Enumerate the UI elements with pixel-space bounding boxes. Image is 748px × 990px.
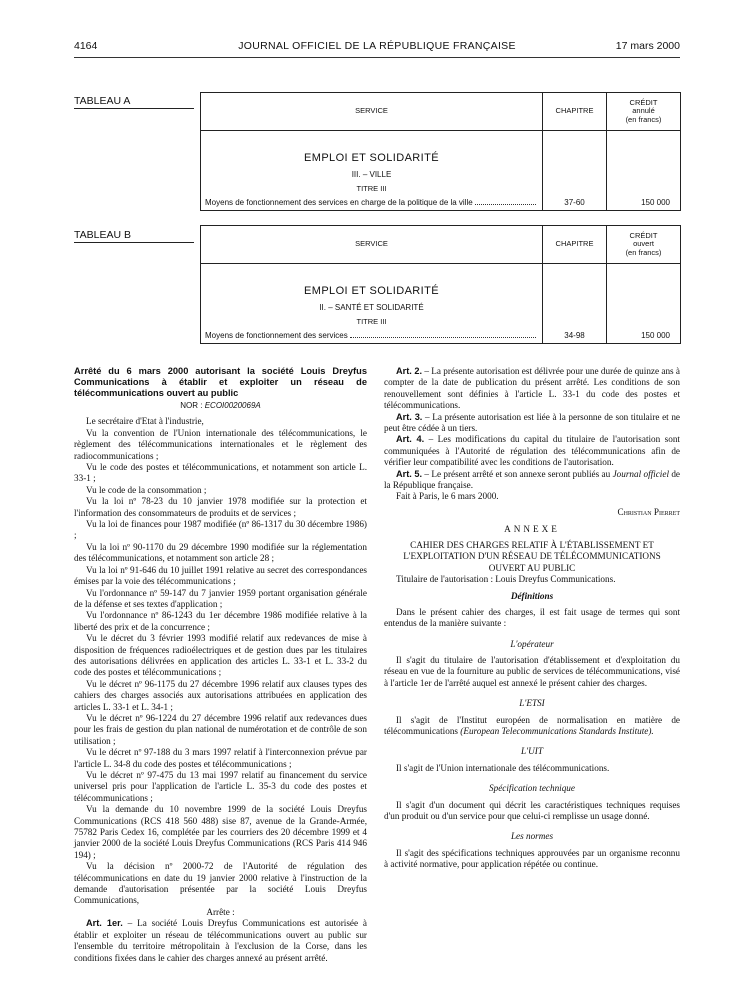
visa-paragraph: Vu la loi de finances pour 1987 modifiée (nº 86-1317 du 30 décembre 1986) ; [74, 519, 367, 541]
visa-paragraph: Vu le décret nº 97-475 du 13 mai 1997 relatif au financement du service universel pris pour l'application de l'article L. 35-3 du code des postes et télécommunications ; [74, 770, 367, 803]
col-service-header: SERVICE [201, 226, 543, 264]
titre-name: TITRE III [356, 317, 387, 326]
page-header [74, 40, 680, 54]
definitions-heading: Définitions [510, 591, 554, 602]
article-1: Art. 1er. – La société Louis Dreyfus Communications est autorisée à établir et exploiter un réseau de télécommunications ouvert au public sur l'ensemble du territoire métropolitain à l'exclusion de la Corse, dans les conditions fixées dans le cahier des charges annexé au présent arrêté. [74, 918, 367, 963]
etsi-text: Il s'agit de l'Institut européen de normalisation en matière de télécommunications (European Telecommunications Standards Institute). [384, 714, 680, 736]
annexe-heading: ANNEXE [504, 524, 560, 535]
visa-paragraph: Vu l'ordonnance nº 86-1243 du 1er décembre 1986 modifiée relative à la liberté des prix et de la concurrence ; [74, 610, 367, 632]
arrete-title: Arrêté du 6 mars 2000 autorisant la société Louis Dreyfus Communications à établir et exploiter un réseau de télécommunications ouvert au public [74, 366, 367, 398]
operateur-heading: L'opérateur [510, 638, 554, 649]
right-column [384, 366, 680, 871]
normes-text: Il s'agit des spécifications techniques approuvées par un organisme reconnu à activité normative, pour application répétée ou continue. [384, 847, 680, 870]
visa-paragraph: Vu le décret nº 96-1224 du 27 décembre 1996 relatif aux redevances dues pour les frais de gestion du plan national de numérotation et de contrôle de son utilisation ; [74, 712, 367, 746]
spec-text: Il s'agit d'un document qui décrit les caractéristiques techniques requises d'un produit ou d'un service pour que celui-ci remplisse un usage donné. [384, 799, 680, 821]
credit-value: 150 000 [607, 264, 681, 344]
normes-heading: Les normes [510, 831, 554, 842]
article-3: Art. 3. – La présente autorisation est liée à la personne de son titulaire et ne peut être cédée à un tiers. [384, 411, 680, 434]
visa-paragraph: Vu la demande du 10 novembre 1999 de la société Louis Dreyfus Communications (RCS 418 560 488) sise 87, avenue de la Grande-Armée, 75782 Paris Cedex 16, complétée par les courriers des 20 décembre 1999 et 4 janvier 2000 de la société Louis Dreyfus Communications (RCS Paris 414 946 194) ; [74, 804, 367, 860]
section-name: III. – VILLE [351, 170, 392, 179]
budget-line: Moyens de fonctionnement des services [201, 331, 542, 343]
left-column [74, 366, 367, 964]
visa-paragraph: Vu l'ordonnance nº 59-147 du 7 janvier 1959 portant organisation générale de la défense et ses textes d'application ; [74, 587, 367, 609]
nor-reference: NOR : ECOI0020069A [180, 401, 261, 410]
col-credit-header: CRÉDIT annulé (en francs) [607, 93, 681, 131]
definitions-intro: Dans le présent cahier des charges, il est fait usage de termes qui sont entendus de la manière suivante : [384, 606, 680, 629]
titulaire: Titulaire de l'autorisation : Louis Dreyfus Communications. [396, 573, 616, 584]
chapitre-value: 34-98 [543, 264, 607, 344]
visa-paragraph: Vu le décret nº 96-1175 du 27 décembre 1996 relatif aux clauses types des cahiers des charges associés aux autorisations attribuées en application des articles L. 33-1 et L. 34-1 ; [74, 678, 367, 712]
visa-paragraph: Vu la loi nº 91-646 du 10 juillet 1991 relative au secret des correspondances émises par la voie des télécommunications ; [74, 564, 367, 587]
col-service-header: SERVICE [201, 93, 543, 131]
titre-name: TITRE III [356, 184, 387, 193]
signature: Christian Pierret [617, 506, 680, 517]
col-credit-header: CRÉDIT ouvert (en francs) [607, 226, 681, 264]
page-number: 4164 [74, 40, 98, 52]
visa-paragraph: Vu la loi nº 78-23 du 10 janvier 1978 modifiée sur la protection et l'information des consommateurs de produits et de services ; [74, 496, 367, 518]
credit-value: 150 000 [607, 131, 681, 211]
article-4: Art. 4. – Les modifications du capital du titulaire de l'autorisation sont communiquées à l'Autorité de régulation des télécommunications afin de vérifier leur compatibilité avec les conditions de l'autorisation. [384, 434, 680, 468]
ministry-name: EMPLOI ET SOLIDARITÉ [304, 285, 439, 297]
col-chapitre-header: CHAPITRE [543, 226, 607, 264]
tableau-b-label: TABLEAU B [74, 229, 194, 243]
tableau-b [200, 225, 681, 344]
visa-paragraph: Vu le décret du 3 février 1993 modifié relatif aux redevances de mise à disposition de fréquences radioélectriques et de gestion dues par les titulaires des autorisations délivrées en application des articles L. 33-1 et L. 33-2 du code des postes et télécommunications ; [74, 633, 367, 678]
chapitre-value: 37-60 [543, 131, 607, 211]
section-name: II. – SANTÉ ET SOLIDARITÉ [319, 303, 424, 312]
arrete-word: Arrête : [206, 906, 235, 917]
article-5: Art. 5. – Le présent arrêté et son annexe seront publiés au Journal officiel de la République française. [384, 468, 681, 491]
publication-date: 17 mars 2000 [615, 40, 680, 52]
visa-paragraph: Vu la convention de l'Union internationale des télécommunications, le règlement des télécommunications internationales et le règlement des radiocommunications ; [74, 427, 367, 461]
cahier-title: CAHIER DES CHARGES RELATIF À L'ÉTABLISSEMENT ET L'EXPLOITATION D'UN RÉSEAU DE TÉLÉCOMMUNICATIONS OUVERT AU PUBLIC [403, 539, 661, 573]
spec-heading: Spécification technique [489, 783, 575, 794]
visa-paragraph: Vu le code de la consommation ; [86, 484, 207, 495]
tableau-a [200, 92, 681, 211]
visa-paragraph: Vu la décision nº 2000-72 de l'Autorité de régulation des télécommunications en date du 19 janvier 2000 relative à l'instruction de la demande d'autorisation présentée par la société Louis Dreyfus Communications, [74, 861, 367, 906]
visa-paragraph: Vu la loi nº 90-1170 du 29 décembre 1990 modifiée sur la réglementation des télécommunications, et notamment son article 28 ; [74, 541, 367, 564]
budget-line: Moyens de fonctionnement des services en charge de la politique de la ville [201, 198, 542, 210]
visa-paragraph: Le secrétaire d'Etat à l'industrie, [86, 416, 204, 427]
visa-paragraph: Vu le code des postes et télécommunications, et notamment son article L. 33-1 ; [74, 462, 367, 484]
uit-heading: L'UIT [521, 746, 543, 757]
ministry-name: EMPLOI ET SOLIDARITÉ [304, 152, 439, 164]
tableau-a-label: TABLEAU A [74, 95, 194, 109]
col-chapitre-header: CHAPITRE [543, 93, 607, 131]
article-2: Art. 2. – La présente autorisation est délivrée pour une durée de quinze ans à compter de la date de publication du présent arrêté. Les conditions de son renouvellement sont définies à l'article L. 33-1 du code des postes et télécommunications. [384, 366, 680, 411]
service-cell [201, 131, 543, 211]
operateur-text: Il s'agit du titulaire de l'autorisation d'établissement et d'exploitation du réseau en vue de la fourniture au public de services de télécommunications, visé à l'article 1er de l'arrêté auquel est annexé le présent cahier des charges. [384, 654, 680, 688]
journal-title: JOURNAL OFFICIEL DE LA RÉPUBLIQUE FRANÇAISE [238, 40, 516, 52]
etsi-heading: L'ETSI [519, 698, 545, 709]
uit-text: Il s'agit de l'Union internationale des télécommunications. [396, 762, 610, 773]
visa-paragraph: Vu le décret nº 97-188 du 3 mars 1997 relatif à l'interconnexion prévue par l'article L. 34-8 du code des postes et télécommunications ; [74, 747, 367, 769]
done-at: Fait à Paris, le 6 mars 2000. [396, 491, 499, 502]
header-rule [74, 57, 680, 58]
service-cell [201, 264, 543, 344]
